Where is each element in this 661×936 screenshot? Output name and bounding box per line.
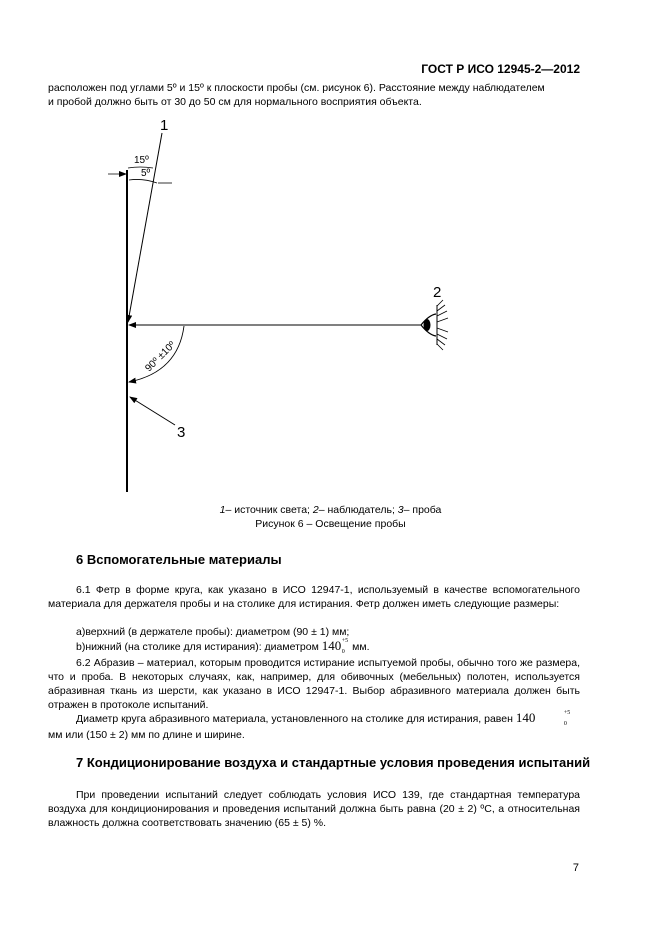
tolerance-140-abrasive [515,710,571,727]
figure-legend [0,503,661,517]
tol-base-2: 140 [515,710,536,725]
intro-line-1: расположен под углами 5º и 15º к плоскости пробы (см. рисунок 6). Расстояние между наблюдателем [48,82,545,94]
figure-6-illumination-diagram [0,110,661,500]
section-6-title: 6 Вспомогательные материалы [76,552,282,567]
tolerance-140-b [321,638,349,655]
section-7-paragraph: При проведении испытаний следует соблюдать условия ИСО 139, где стандартная температура воздуха для кондиционирования и проведения испытаний должна быть равна (20 ± 2) ºС, а относительная влажность должна соответствовать значению (65 ± 5) %. [48,789,580,829]
intro-line-2: и пробой должно быть от 30 до 50 см для нормального восприятия объекта. [48,96,422,108]
tol-lower: 0 [341,649,345,655]
angle-15-label: 15º [134,155,149,166]
legend-text-1: – источник света; [225,504,313,516]
section-6-2-paragraph: 6.2 Абразив – материал, которым проводится истирание испытуемой пробы, обычно того же размера, что и проба. В некоторых случаях, как, например, для обивочных (мебельных) полотен, используется абразивная ткань из шерсти, как указано в ИСО 12947-1. Выбор абразивного материала должен быть отражен в протоколе испытаний. [48,657,580,711]
label-light-source: 1 [160,117,169,134]
tol-lower-2: 0 [563,721,567,727]
intro-paragraph [48,81,580,109]
legend-num-1: 1 [219,504,226,516]
tol-upper: +5 [341,638,349,644]
section-6-1-item-b [76,639,576,654]
specimen-pointer [130,397,175,425]
label-specimen: 3 [177,424,186,441]
document-header: ГОСТ Р ИСО 12945-2—2012 [421,62,580,76]
diameter-text: Диаметр круга абразивного материала, установленного на столике для истирания, равен [76,713,516,725]
figure-caption: Рисунок 6 – Освещение пробы [255,518,406,530]
item-b-text: b)нижний (на столике для истирания): диаметром [76,641,322,653]
section-6-1-item-a: а)верхний (в держателе пробы): диаметром (90 ± 1) мм; [76,626,350,638]
item-b-unit: мм. [349,641,370,653]
label-observer: 2 [433,284,442,301]
section-6-2-diameter-cont: мм или (150 ± 2) мм по длине и ширине. [48,729,245,741]
angle-90-label: 90º ±10º [143,339,178,375]
section-6-2-diameter-line [48,711,580,726]
section-7-title: 7 Кондиционирование воздуха и стандартные условия проведения испытаний [76,755,591,770]
tol-upper-2: +5 [563,710,571,716]
legend-num-2: 2 [312,504,319,516]
legend-text-3: – проба [403,504,442,516]
page-number: 7 [572,862,579,874]
legend-text-2: – наблюдатель; [318,504,398,516]
legend-num-3: 3 [397,504,404,516]
angle-5-label: 5º [141,168,151,179]
observer-eye-icon [421,300,448,350]
section-6-1-paragraph: 6.1 Фетр в форме круга, как указано в ИСО 12947-1, используемый в качестве вспомогательного материала для держателя пробы и на столике для истирания. Фетр должен иметь следующие размеры: [48,584,580,610]
tol-base: 140 [321,638,342,653]
